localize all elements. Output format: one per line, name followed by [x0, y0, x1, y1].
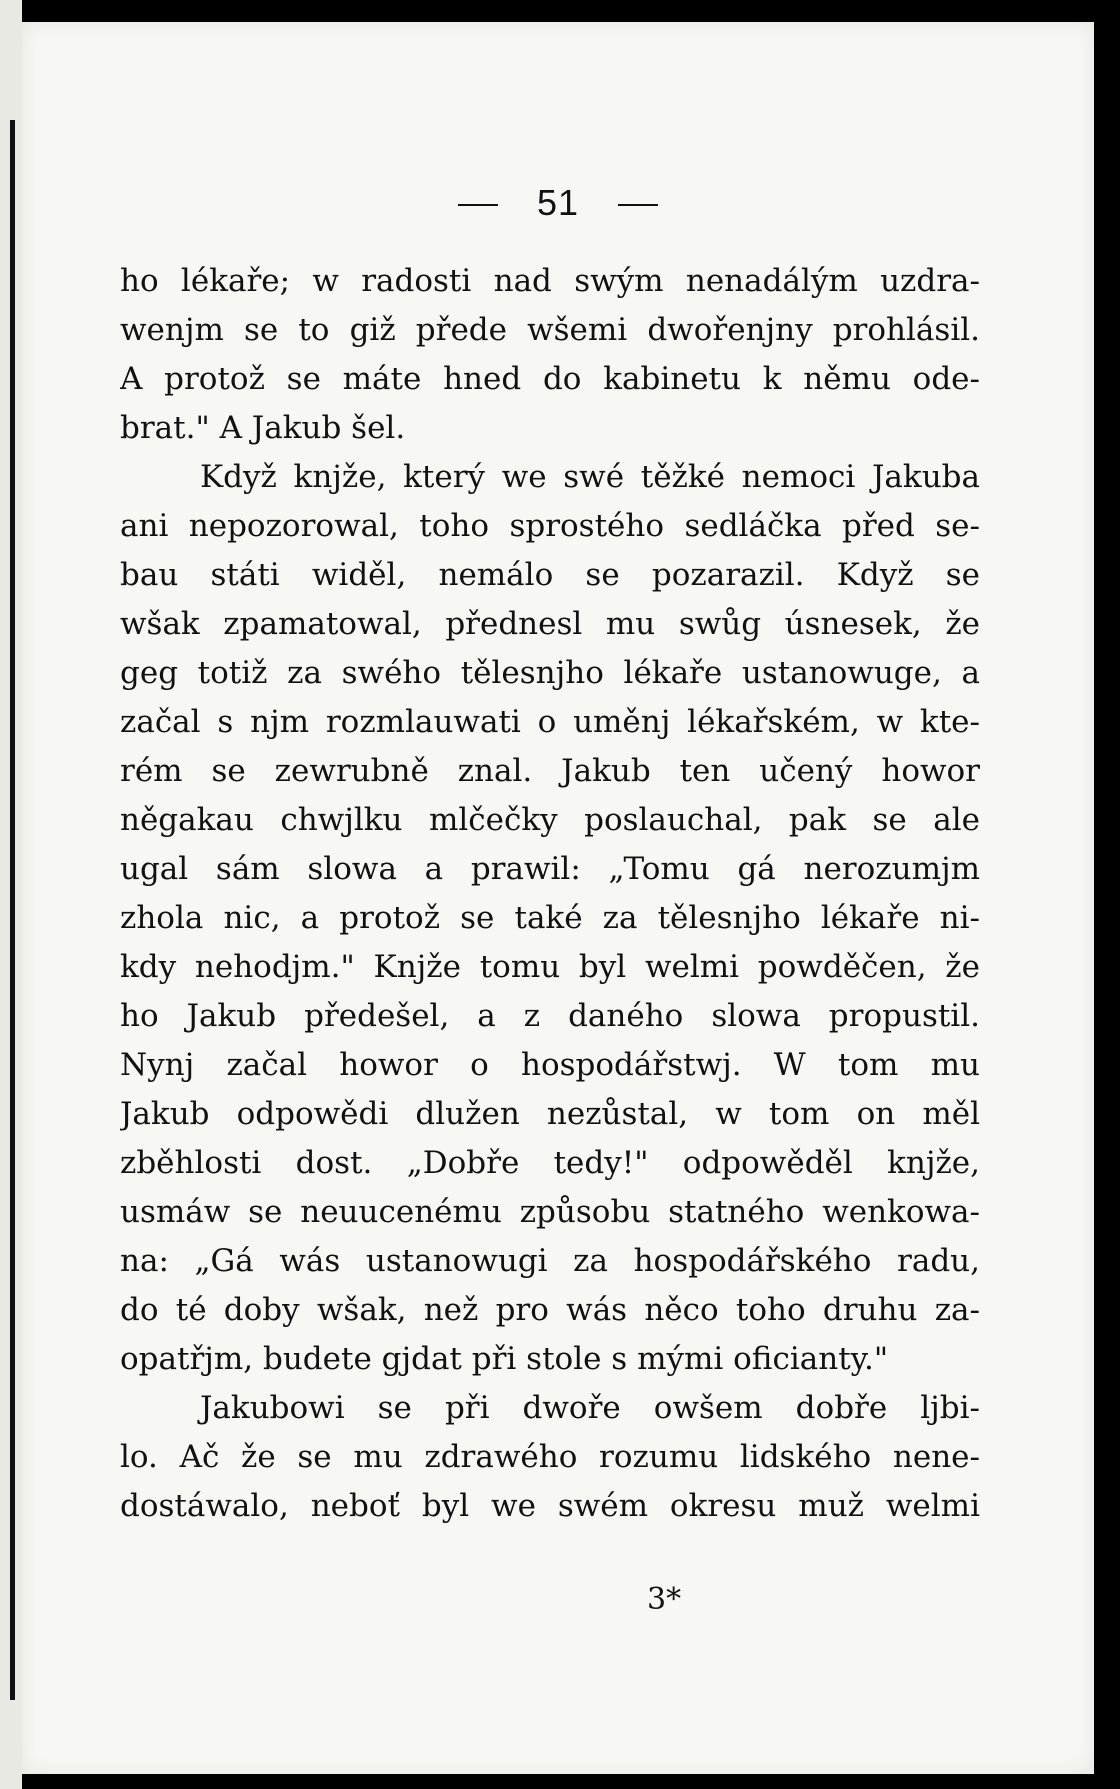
text-line: Jakubowi se při dwoře owšem dobře ljbi- — [200, 1390, 980, 1426]
text-line: Když knjže, který we swé těžké nemoci Jakuba — [200, 459, 980, 495]
text-line: ugal sám slowa a prawil: „Tomu gá nerozumjm — [120, 851, 980, 887]
text-line: brat." A Jakub šel. — [120, 410, 406, 446]
text-line: rém se zewrubně znal. Jakub ten učený howor — [120, 753, 980, 789]
header-dash-left — [458, 204, 498, 206]
header-dash-right — [618, 204, 658, 206]
book-page — [22, 22, 1094, 1774]
text-line: wšak zpamatowal, přednesl mu swůg úsnesek, že — [120, 606, 980, 642]
page-number: 51 — [536, 182, 580, 223]
signature-mark: 3* — [647, 1582, 682, 1617]
text-line: usmáw se neuucenému způsobu statného wenkowa- — [120, 1194, 980, 1230]
text-line: začal s njm rozmlauwati o uměnj lékařském, w kte- — [120, 704, 980, 740]
text-line: něgakau chwjlku mlčečky poslauchal, pak se ale — [120, 802, 980, 838]
text-line: do té doby wšak, než pro wás něco toho druhu za- — [120, 1292, 980, 1328]
text-line: ani nepozorowal, toho sprostého sedláčka před se- — [120, 508, 980, 544]
text-line: Jakub odpowědi dlužen nezůstal, w tom on měl — [120, 1096, 980, 1132]
body-text — [120, 257, 980, 1531]
text-line: geg totiž za swého tělesnjho lékaře ustanowuge, a — [120, 655, 980, 691]
text-line: ho Jakub předešel, a z daného slowa propustil. — [120, 998, 980, 1034]
text-line: A protož se máte hned do kabinetu k němu ode- — [120, 361, 980, 397]
text-line: kdy nehodjm." Knjže tomu byl welmi powděčen, že — [120, 949, 980, 985]
text-line: bau státi widěl, nemálo se pozarazil. Když se — [120, 557, 980, 593]
scan-edge — [0, 0, 22, 1789]
page-header — [22, 182, 1094, 224]
text-line: Nynj začal howor o hospodářstwj. W tom mu — [120, 1047, 980, 1083]
text-line: dostáwalo, neboť byl we swém okresu muž welmi — [120, 1488, 980, 1524]
text-line: wenjm se to giž přede wšemi dwořenjny prohlásil. — [120, 312, 980, 348]
text-line: na: „Gá wás ustanowugi za hospodářského radu, — [120, 1243, 980, 1279]
text-line: opatřjm, budete gjdat při stole s mými oficianty." — [120, 1341, 889, 1377]
text-line: lo. Ač že se mu zdrawého rozumu lidského nene- — [120, 1439, 980, 1475]
text-line: ho lékaře; w radosti nad swým nenadálým uzdra- — [120, 263, 980, 299]
text-line: zběhlosti dost. „Dobře tedy!" odpowěděl knjže, — [120, 1145, 980, 1181]
text-line: zhola nic, a protož se také za tělesnjho lékaře ni- — [120, 900, 980, 936]
